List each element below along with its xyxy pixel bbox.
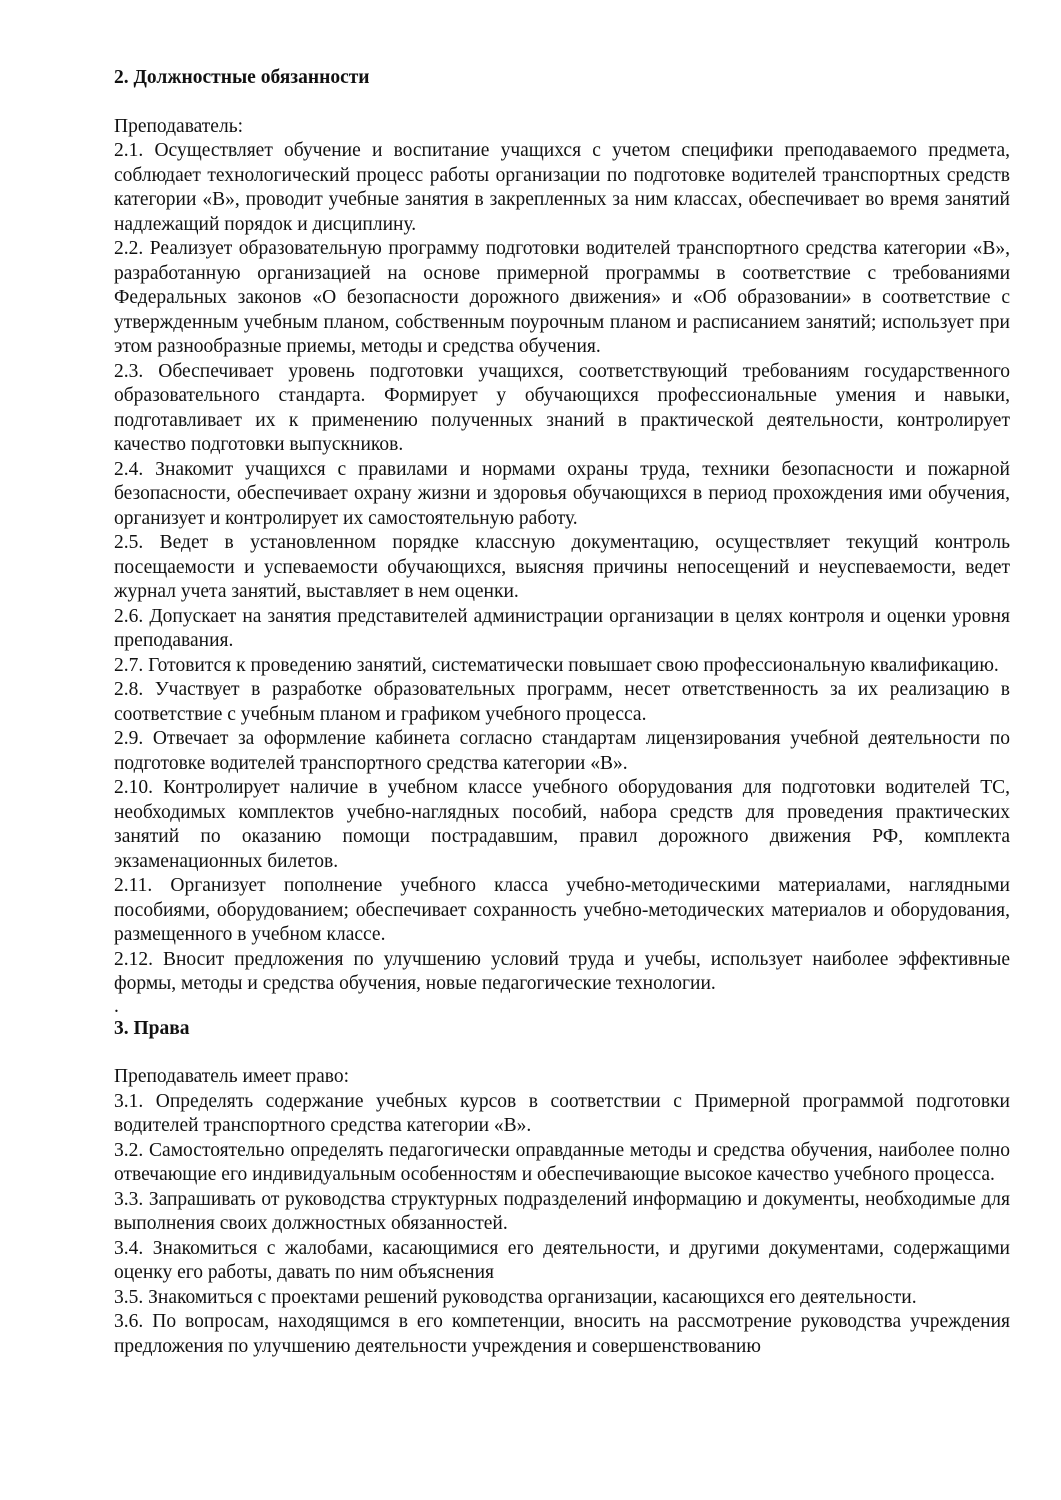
paragraph-2-8: 2.8. Участвует в разработке образовательных программ, несет ответственность за их реализацию в соответствие с учебным планом и графиком учебного процесса.	[114, 679, 1010, 725]
section-3-intro: Преподаватель имеет право:	[114, 1066, 350, 1087]
paragraph-3-2: 3.2. Самостоятельно определять педагогически оправданные методы и средства обучения, наиболее полно отвечающие его индивидуальным особенностям и обеспечивающие высокое качество учебного процесса.	[114, 1139, 1010, 1185]
document-page	[114, 56, 1010, 1359]
paragraph-3-3: 3.3. Запрашивать от руководства структурных подразделений информацию и документы, необходимые для выполнения своих должностных обязанностей.	[114, 1188, 1010, 1234]
paragraph-2-7: 2.7. Готовится к проведению занятий, систематически повышает свою профессиональную квалификацию.	[114, 654, 999, 676]
paragraph-3-1: 3.1. Определять содержание учебных курсов в соответствии с Примерной программой подготовки водителей транспортного средства категории «В».	[114, 1090, 1010, 1136]
stray-period: .	[114, 995, 119, 1017]
paragraph-2-3: 2.3. Обеспечивает уровень подготовки учащихся, соответствующий требованиям государственного образовательного стандарта. Формирует у обучающихся профессиональные умения и навыки, подготавливает их к применению полученных знаний в практической деятельности, контролирует качество подготовки выпускников.	[114, 360, 1010, 455]
paragraph-3-6: 3.6. По вопросам, находящимся в его компетенции, вносить на рассмотрение руководства учреждения предложения по улучшению деятельности учреждения и совершенствованию	[114, 1311, 1010, 1357]
section-2-heading: 2. Должностные обязанности	[114, 67, 370, 88]
paragraph-2-12: 2.12. Вносит предложения по улучшению условий труда и учебы, использует наиболее эффективные формы, методы и средства обучения, новые педагогические технологии.	[114, 948, 1010, 994]
paragraph-2-9: 2.9. Отвечает за оформление кабинета согласно стандартам лицензирования учебной деятельности по подготовке водителей транспортного средства категории «В».	[114, 728, 1010, 774]
paragraph-2-2: 2.2. Реализует образовательную программу подготовки водителей транспортного средства категории «В», разработанную организацией на основе примерной программы в соответствие с требованиями Федеральных законов «О безопасности дорожного движения» и «Об образовании» в соответствие с утвержденным учебным планом, собственным поурочным планом и расписанием занятий; использует при этом разнообразные приемы, методы и средства обучения.	[114, 238, 1010, 357]
paragraph-2-10: 2.10. Контролирует наличие в учебном классе учебного оборудования для подготовки водителей ТС, необходимых комплектов учебно-наглядных пособий, набора средств для проведения практических занятий по оказанию помощи пострадавшим, правил дорожного движения РФ, комплекта экзаменационных билетов.	[114, 777, 1010, 872]
paragraph-2-1: 2.1. Осуществляет обучение и воспитание учащихся с учетом специфики преподаваемого предмета, соблюдает технологический процесс работы организации по подготовке водителей транспортных средств категории «В», проводит учебные занятия в закрепленных за ним классах, обеспечивает во время занятий надлежащий порядок и дисциплину.	[114, 140, 1010, 235]
paragraph-3-4: 3.4. Знакомиться с жалобами, касающимися его деятельности, и другими документами, содержащими оценку его работы, давать по ним объяснения	[114, 1237, 1010, 1283]
paragraph-2-5: 2.5. Ведет в установленном порядке классную документацию, осуществляет текущий контроль посещаемости и успеваемости обучающихся, выясняя причины непосещений и неуспеваемости, ведет журнал учета занятий, выставляет в нем оценки.	[114, 532, 1010, 602]
paragraph-2-4: 2.4. Знакомит учащихся с правилами и нормами охраны труда, техники безопасности и пожарной безопасности, обеспечивает охрану жизни и здоровья обучающихся в период прохождения ими обучения, организует и контролирует их самостоятельную работу.	[114, 458, 1010, 529]
section-3-heading: 3. Права	[114, 1017, 190, 1039]
paragraph-3-5: 3.5. Знакомиться с проектами решений руководства организации, касающихся его деятельности.	[114, 1286, 917, 1308]
paragraph-2-6: 2.6. Допускает на занятия представителей администрации организации в целях контроля и оценки уровня преподавания.	[114, 605, 1010, 651]
section-2-intro: Преподаватель:	[114, 115, 244, 137]
paragraph-2-11: 2.11. Организует пополнение учебного класса учебно-методическими материалами, наглядными пособиями, оборудованием; обеспечивает сохранность учебно-методических материалов и оборудования, размещенного в учебном классе.	[114, 875, 1010, 945]
